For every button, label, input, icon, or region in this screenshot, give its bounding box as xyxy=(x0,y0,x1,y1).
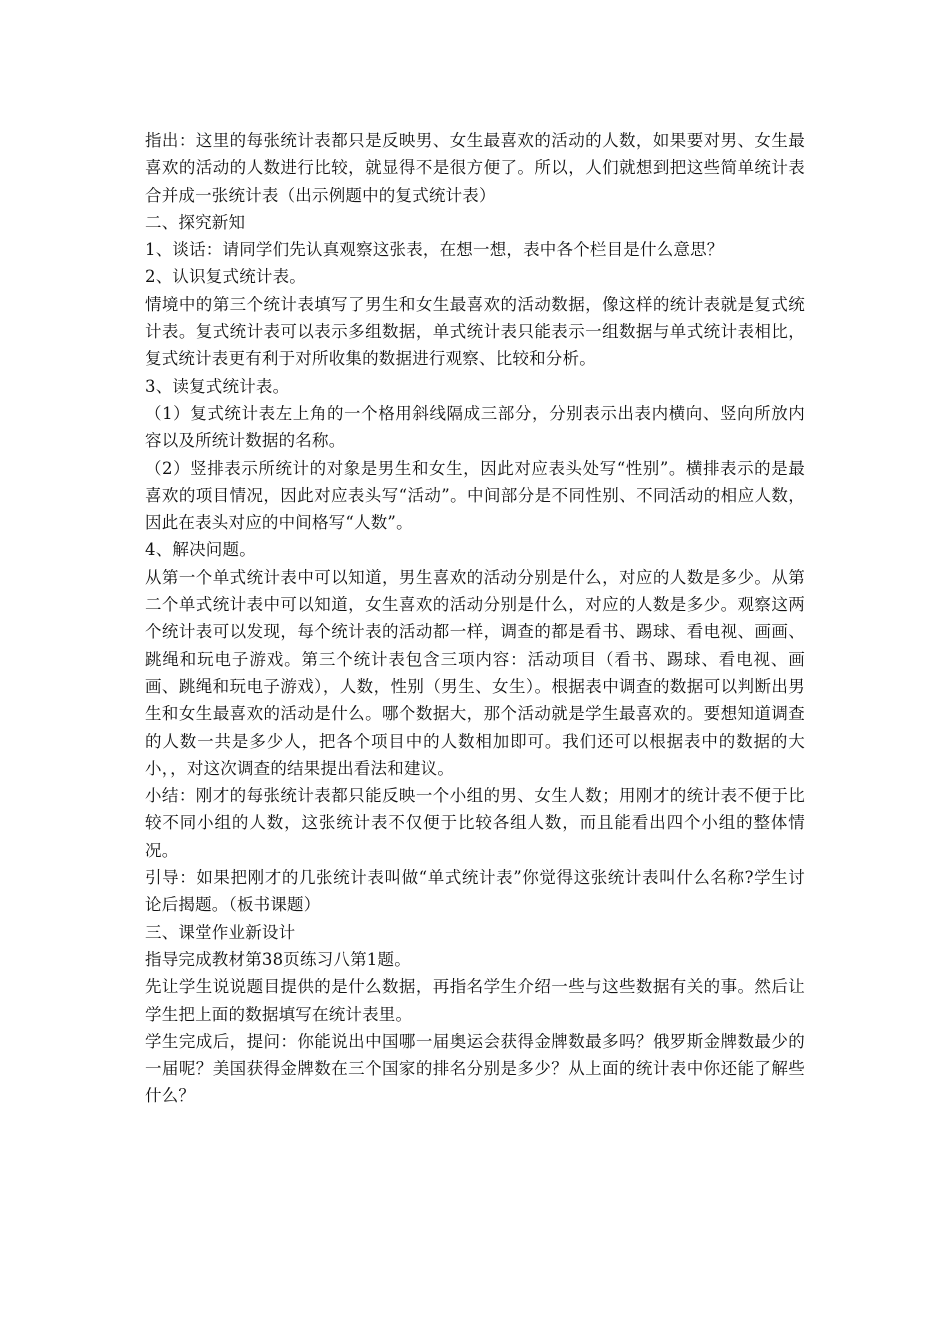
document-page xyxy=(145,127,805,1110)
paragraph-read-compound-table: 3、读复式统计表。 xyxy=(145,376,290,396)
paragraph-compound-table-definition: 情境中的第三个统计表填写了男生和女生最喜欢的活动数据，像这样的统计表就是复式统计表。复式统计表可以表示多组数据，单式统计表只能表示一组数据与单式统计表相比，复式统计表更有利于对所收集的数据进行观察、比较和分析。 xyxy=(145,294,805,369)
paragraph-point-2: （2）竖排表示所统计的对象是男生和女生，因此对应表头处写“性别”。横排表示的是最喜欢的项目情况，因此对应表头写“活动”。中间部分是不同性别、不同活动的相应人数，因此在表头对应的中间格写“人数”。 xyxy=(145,458,805,533)
paragraph-students-describe: 先让学生说说题目提供的是什么数据，再指名学生介绍一些与这些数据有关的事。然后让学生把上面的数据填写在统计表里。 xyxy=(145,977,805,1024)
paragraph-analysis: 从第一个单式统计表中可以知道，男生喜欢的活动分别是什么，对应的人数是多少。从第二个单式统计表中可以知道，女生喜欢的活动分别是什么，对应的人数是多少。观察这两个统计表可以发现，每个统计表的活动都一样，调查的都是看书、踢球、看电视、画画、跳绳和玩电子游戏。第三个统计表包含三项内容：活动项目（看书、踢球、看电视、画画、跳绳和玩电子游戏），人数，性别（男生、女生）。根据表中调查的数据可以判断出男生和女生最喜欢的活动是什么。哪个数据大，那个活动就是学生最喜欢的。要想知道调查的人数一共是多少人，把各个项目中的人数相加即可。我们还可以根据表中的数据的大小，，对这次调查的结果提出看法和建议。 xyxy=(145,567,805,778)
paragraph-questions: 学生完成后，提问：你能说出中国哪一届奥运会获得金牌数最多吗？俄罗斯金牌数最少的一届呢？美国获得金牌数在三个国家的排名分别是多少？从上面的统计表中你还能了解些什么？ xyxy=(145,1031,805,1106)
section-heading-explore: 二、探究新知 xyxy=(145,212,246,232)
paragraph-know-compound-table: 2、认识复式统计表。 xyxy=(145,267,306,287)
paragraph-summary: 小结：刚才的每张统计表都只能反映一个小组的男、女生人数；用刚才的统计表不便于比较不同小组的人数，这张统计表不仅便于比较各组人数，而且能看出四个小组的整体情况。 xyxy=(145,786,805,860)
paragraph-intro-pointing-out: 指出：这里的每张统计表都只是反映男、女生最喜欢的活动的人数，如果要对男、女生最喜欢的活动的人数进行比较，就显得不是很方便了。所以，人们就想到把这些简单统计表合并成一张统计表（出示例题中的复式统计表） xyxy=(145,131,805,205)
section-heading-homework: 三、课堂作业新设计 xyxy=(145,922,296,942)
paragraph-exercise-guide: 指导完成教材第38页练习八第1题。 xyxy=(145,949,411,969)
paragraph-talk: 1、谈话：请同学们先认真观察这张表，在想一想，表中各个栏目是什么意思？ xyxy=(145,240,724,260)
paragraph-guide: 引导：如果把刚才的几张统计表叫做“单式统计表”你觉得这张统计表叫什么名称?学生讨论后揭题。（板书课题） xyxy=(145,868,805,915)
paragraph-solve-problem: 4、解决问题。 xyxy=(145,540,256,560)
paragraph-point-1: （1）复式统计表左上角的一个格用斜线隔成三部分，分别表示出表内横向、竖向所放内容以及所统计数据的名称。 xyxy=(145,403,805,451)
